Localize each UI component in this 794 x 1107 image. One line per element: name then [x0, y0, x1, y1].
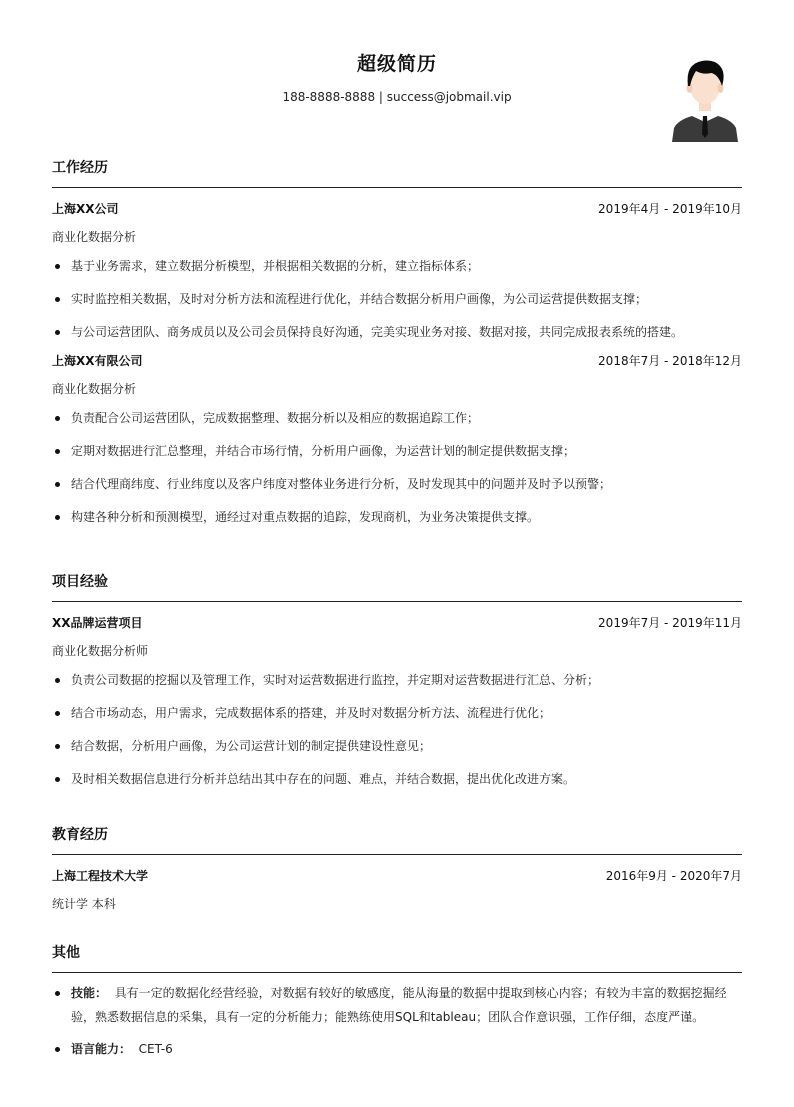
education-item-header — [52, 867, 742, 885]
work-item-header — [52, 352, 742, 370]
duty-list — [52, 668, 742, 791]
list-item: 基于业务需求，建立数据分析模型，并根据相关数据的分析，建立指标体系； — [52, 254, 742, 278]
list-item: 定期对数据进行汇总整理，并结合市场行情，分析用户画像，为运营计划的制定提供数据支撑； — [52, 439, 742, 463]
work-item — [52, 352, 742, 529]
section-title-education: 教育经历 — [52, 824, 742, 855]
major-degree: 统计学 本科 — [52, 897, 116, 911]
list-item: 结合代理商纬度、行业纬度以及客户纬度对整体业务进行分析，及时发现其中的问题并及时予以预警； — [52, 472, 742, 496]
section-title-project: 项目经验 — [52, 571, 742, 602]
language-label: 语言能力： — [71, 1042, 132, 1056]
project-item — [52, 614, 742, 791]
skills-label: 技能： — [71, 986, 108, 1000]
contact-info: 188-8888-8888 | success@jobmail.vip — [282, 90, 512, 104]
avatar-photo — [670, 50, 740, 142]
list-item: 与公司运营团队、商务成员以及公司会员保持良好沟通，完美实现业务对接、数据对接，共同完成报表系统的搭建。 — [52, 320, 742, 344]
resume-name: 超级简历 — [356, 53, 437, 75]
list-item: 结合数据，分析用户画像，为公司运营计划的制定提供建设性意见； — [52, 734, 742, 758]
other-list — [52, 981, 742, 1061]
education-section — [52, 824, 742, 913]
project-role: 商业化数据分析师 — [52, 644, 149, 658]
company-name: 上海XX有限公司 — [52, 354, 143, 368]
section-title-other: 其他 — [52, 942, 742, 973]
duty-list — [52, 254, 742, 344]
skills-text: 具有一定的数据化经营经验，对数据有较好的敏感度，能从海量的数据中提取到核心内容；有较为丰富的数据挖掘经验，熟悉数据信息的采集，具有一定的分析能力；能熟练使用SQL和tableau；团队合作意识强，工作仔细，态度严谨。 — [71, 986, 727, 1024]
job-title: 商业化数据分析 — [52, 230, 137, 244]
school-name: 上海工程技术大学 — [52, 869, 149, 883]
language-item — [52, 1037, 742, 1061]
date-range: 2019年4月 - 2019年10月 — [598, 202, 742, 216]
resume-header — [52, 50, 742, 106]
resume-page — [52, 0, 742, 1107]
duty-list — [52, 406, 742, 529]
work-item — [52, 200, 742, 344]
work-item-header — [52, 200, 742, 218]
other-section — [52, 942, 742, 1061]
work-section — [52, 157, 742, 529]
company-name: 上海XX公司 — [52, 202, 119, 216]
project-name: XX品牌运营项目 — [52, 616, 143, 630]
list-item: 及时相关数据信息进行分析并总结出其中存在的问题、难点，并结合数据，提出优化改进方案。 — [52, 767, 742, 791]
list-item: 结合市场动态，用户需求，完成数据体系的搭建，并及时对数据分析方法、流程进行优化； — [52, 701, 742, 725]
section-title-work: 工作经历 — [52, 157, 742, 188]
list-item: 负责配合公司运营团队，完成数据整理、数据分析以及相应的数据追踪工作； — [52, 406, 742, 430]
skills-item — [52, 981, 742, 1029]
list-item: 构建各种分析和预测模型，通经过对重点数据的追踪，发现商机，为业务决策提供支撑。 — [52, 505, 742, 529]
date-range: 2016年9月 - 2020年7月 — [605, 869, 742, 883]
date-range: 2019年7月 - 2019年11月 — [598, 616, 742, 630]
list-item: 实时监控相关数据，及时对分析方法和流程进行优化，并结合数据分析用户画像，为公司运营提供数据支撑； — [52, 287, 742, 311]
language-text: CET-6 — [138, 1042, 173, 1056]
job-title: 商业化数据分析 — [52, 382, 137, 396]
date-range: 2018年7月 - 2018年12月 — [598, 354, 742, 368]
project-section — [52, 571, 742, 791]
project-item-header — [52, 614, 742, 632]
list-item: 负责公司数据的挖掘以及管理工作，实时对运营数据进行监控，并定期对运营数据进行汇总、分析； — [52, 668, 742, 692]
